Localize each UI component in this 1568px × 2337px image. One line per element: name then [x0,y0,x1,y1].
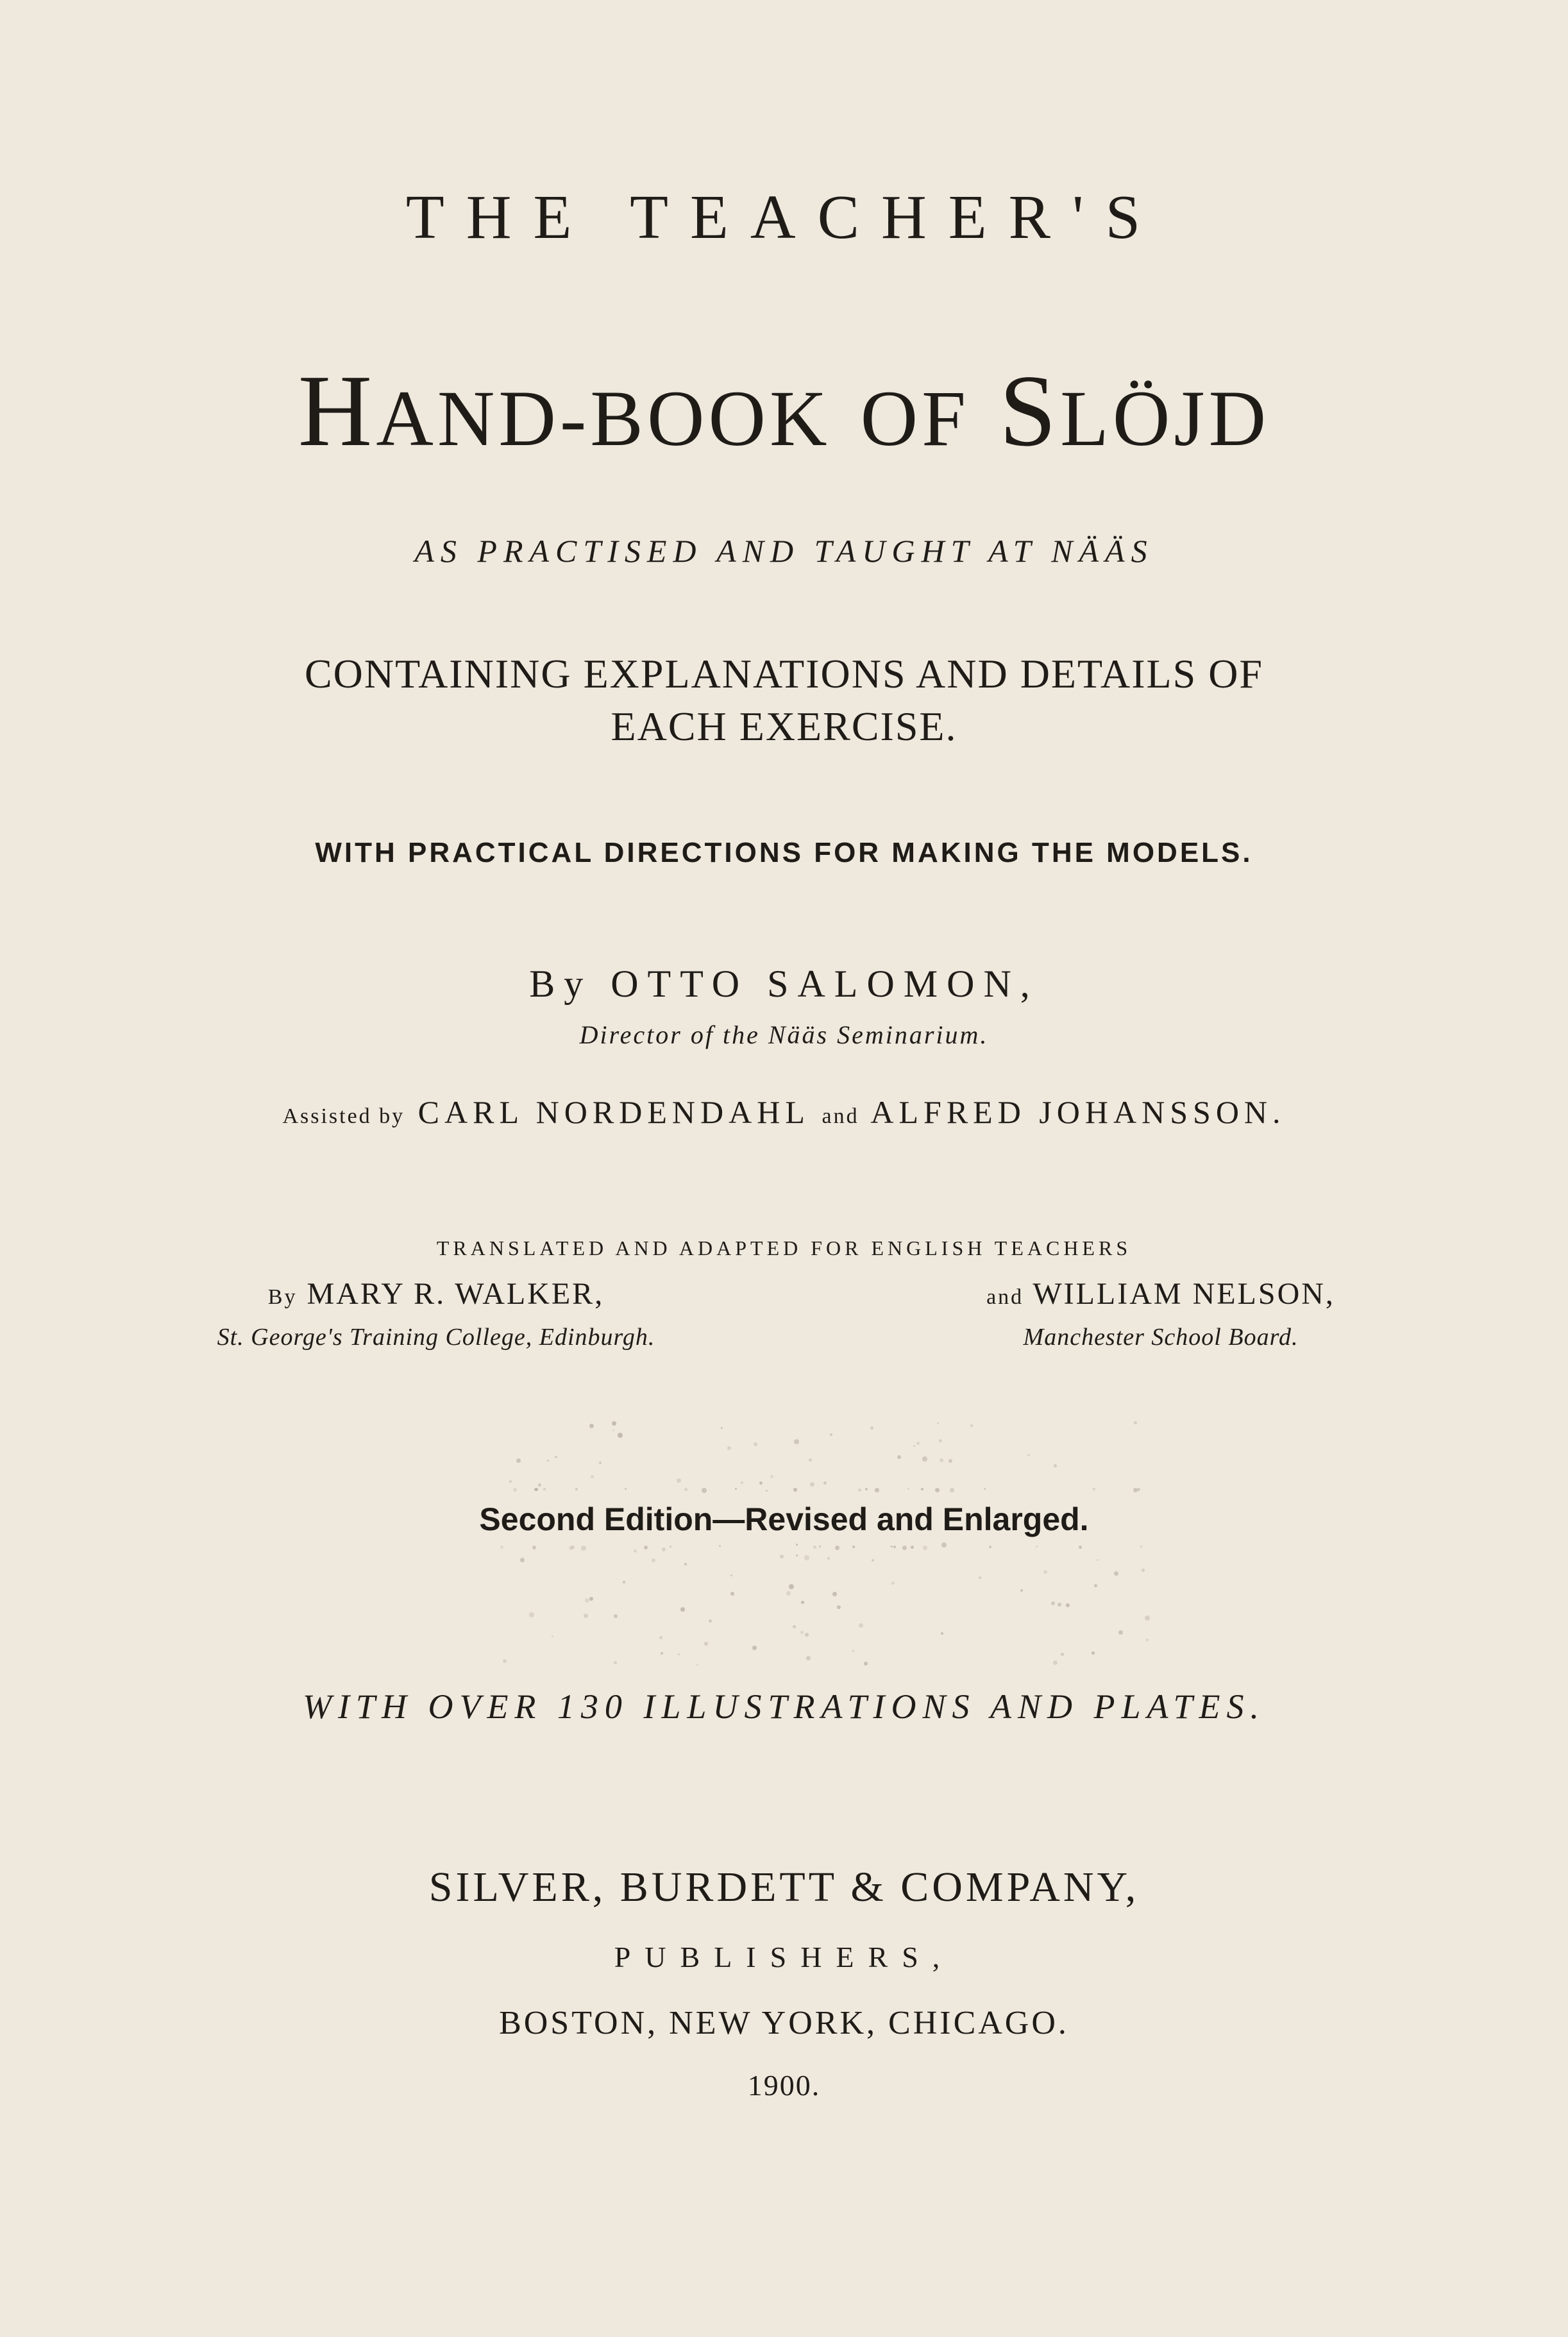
main-title-of: OF [860,375,970,462]
speckle [852,1546,855,1548]
speckle [891,1582,895,1585]
speckle [684,1488,687,1491]
speckle [865,1488,868,1490]
speckle [835,1546,839,1550]
speckle [599,1462,602,1464]
speckle [581,1546,586,1551]
directions-line: WITH PRACTICAL DIRECTIONS FOR MAKING THE MODELS. [315,837,1253,868]
containing-line-1: CONTAINING EXPLANATIONS AND DETAILS OF [304,651,1264,696]
speckle [709,1619,712,1623]
speckle [589,1597,593,1601]
speckle [1146,1639,1149,1641]
speckle [827,1557,830,1560]
speckle [1092,1651,1095,1655]
assisted-and: and [822,1104,859,1128]
speckle [979,1576,981,1579]
speckle [719,1545,721,1547]
speckle [950,1488,954,1492]
speckle [584,1614,588,1618]
speckle [585,1598,589,1603]
speckle [625,1488,627,1490]
speckle [921,1488,923,1490]
translator-left [160,1276,712,1351]
author-line [0,962,1568,1006]
speckle [941,1632,943,1635]
speckle [837,1605,841,1609]
speckle [1145,1616,1150,1621]
speckle [794,1439,799,1444]
speckle [591,1475,594,1478]
speckle [704,1642,708,1646]
edition-line: Second Edition—Revised and Enlarged. [479,1501,1089,1537]
speckle [513,1488,517,1492]
speckle [937,1422,939,1424]
speckle [730,1592,734,1596]
speckle [652,1558,655,1562]
publisher-name: SILVER, BURDETT & COMPANY, [428,1864,1140,1911]
publisher-places: BOSTON, NEW YORK, CHICAGO. [499,2005,1069,2041]
translated-line: TRANSLATED AND ADAPTED FOR ENGLISH TEACHERS [436,1236,1132,1260]
speckle [1066,1603,1070,1607]
translator-right-prefix: and [986,1285,1024,1309]
speckle [1027,1454,1030,1456]
translator-left-name: MARY R. WALKER, [307,1277,605,1311]
speckle [1118,1630,1123,1635]
speckle [819,1546,821,1548]
speckle [810,1482,814,1487]
illustrations-line: WITH OVER 130 ILLUSTRATIONS AND PLATES. [302,1687,1266,1726]
speckle [659,1636,662,1639]
main-title-h: H [298,353,376,468]
speckle [1142,1569,1145,1572]
speckle [680,1607,685,1612]
speckle [696,1664,698,1666]
speckle [796,1544,798,1546]
speckle [752,1646,757,1650]
speckle [702,1488,707,1493]
speckle [984,1488,986,1490]
speckle [614,1661,617,1664]
speckle [804,1555,809,1560]
speckle [939,1439,942,1442]
speckle [1134,1421,1137,1424]
speckle [893,1546,896,1548]
speckle [852,1650,854,1652]
containing-block [0,648,1568,753]
speckle [534,1488,537,1491]
speckle [830,1433,832,1436]
speckle [677,1478,681,1483]
speckle [789,1584,794,1589]
speckle [1036,1546,1038,1548]
translator-left-prefix: By [267,1285,298,1309]
assistant-1: CARL NORDENDAHL [417,1094,809,1130]
speckle [670,1546,671,1548]
assisted-line [0,1093,1568,1131]
speckle [916,1442,920,1445]
speckle [754,1442,757,1446]
speckle [864,1662,868,1666]
speckle [1133,1488,1138,1492]
speckle [872,1559,874,1562]
assistant-2: ALFRED JOHANSSON. [870,1094,1286,1130]
speckle [813,1546,816,1549]
speckle [538,1483,541,1487]
main-title-s: S [999,353,1061,468]
main-title-lojd: LÖJD [1060,375,1270,462]
translator-right-name-line [885,1276,1437,1312]
speckle [897,1455,901,1459]
translator-left-affiliation: St. George's Training College, Edinburgh. [217,1324,655,1351]
speckle [623,1581,625,1583]
speckle [634,1549,637,1553]
speckle [1061,1653,1064,1656]
print-speckles [500,1421,1180,1677]
speckle [989,1546,991,1548]
speckle [875,1488,879,1492]
speckle [516,1458,521,1463]
speckle [907,1488,909,1490]
main-title-and-book: AND-BOOK [376,375,831,462]
speckle [922,1456,927,1462]
speckle [1053,1660,1058,1665]
speckle [809,1458,812,1462]
speckle [911,1546,914,1549]
speckle [800,1631,804,1634]
main-title [0,353,1568,468]
speckle [721,1427,723,1429]
speckle [547,1460,549,1462]
speckle [1043,1570,1047,1574]
speckle [1079,1546,1082,1549]
speckle [870,1426,873,1430]
speckle [589,1424,594,1428]
speckle [1114,1571,1118,1576]
speckle [741,1481,743,1484]
speckle [1097,1559,1099,1561]
speckle [770,1475,773,1478]
translator-right [885,1276,1437,1351]
speckle [902,1546,907,1550]
speckle [661,1652,663,1655]
assisted-label: Assisted by [282,1104,405,1128]
speckle [552,1635,553,1637]
speckle [612,1421,616,1426]
speckle [569,1546,573,1550]
speckle [678,1653,680,1655]
speckle [1058,1603,1061,1607]
speckle [730,1574,732,1576]
speckle [1140,1546,1142,1548]
speckle [766,1490,768,1492]
speckle [923,1546,927,1550]
speckle [1094,1584,1097,1587]
speckle [555,1456,557,1458]
speckle [823,1481,827,1485]
speckle [727,1446,731,1450]
speckle [644,1546,648,1549]
speckle [618,1433,623,1438]
speckle [503,1659,507,1663]
speckle [1093,1488,1095,1490]
speckle [941,1542,947,1548]
speckle [520,1558,525,1562]
speckle [509,1480,512,1483]
speckle [891,1546,893,1548]
speckle [806,1656,811,1660]
speckle [970,1424,973,1427]
speckle [684,1563,687,1565]
speckle [859,1623,863,1628]
speckle [948,1459,952,1463]
speckle [858,1489,861,1492]
speckle [759,1481,763,1485]
speckle [735,1488,737,1490]
publication-year: 1900. [747,2069,821,2102]
speckle [529,1612,534,1617]
author-by: By [529,963,593,1005]
translator-right-name: WILLIAM NELSON, [1033,1277,1335,1311]
speckle [793,1625,796,1628]
speckle [1020,1589,1023,1592]
publishers-label: PUBLISHERS, [614,1941,954,1973]
speckle [805,1633,809,1637]
subtitle: AS PRACTISED AND TAUGHT AT NÄÄS [414,533,1154,569]
speckle [913,1445,915,1447]
speckle [780,1555,784,1558]
speckle [793,1488,797,1492]
speckle [940,1458,943,1462]
speckle [786,1591,791,1596]
speckle [575,1488,578,1490]
containing-line-2: EACH EXERCISE. [611,704,957,749]
title-top: THE TEACHER'S [405,183,1163,252]
speckle [832,1592,837,1596]
translator-left-name-line [160,1276,712,1312]
speckle [1054,1464,1057,1467]
speckle [662,1548,666,1551]
translator-right-affiliation: Manchester School Board. [1023,1324,1299,1351]
speckle [612,1430,614,1431]
speckle [935,1488,940,1492]
speckle [543,1488,546,1490]
speckle [801,1601,804,1604]
speckle [796,1555,798,1557]
author-role: Director of the Nääs Seminarium. [579,1020,989,1049]
author-name: OTTO SALOMON, [611,963,1039,1005]
speckle [532,1546,536,1549]
speckle [1051,1601,1055,1605]
speckle [614,1614,618,1618]
speckle [500,1546,503,1549]
